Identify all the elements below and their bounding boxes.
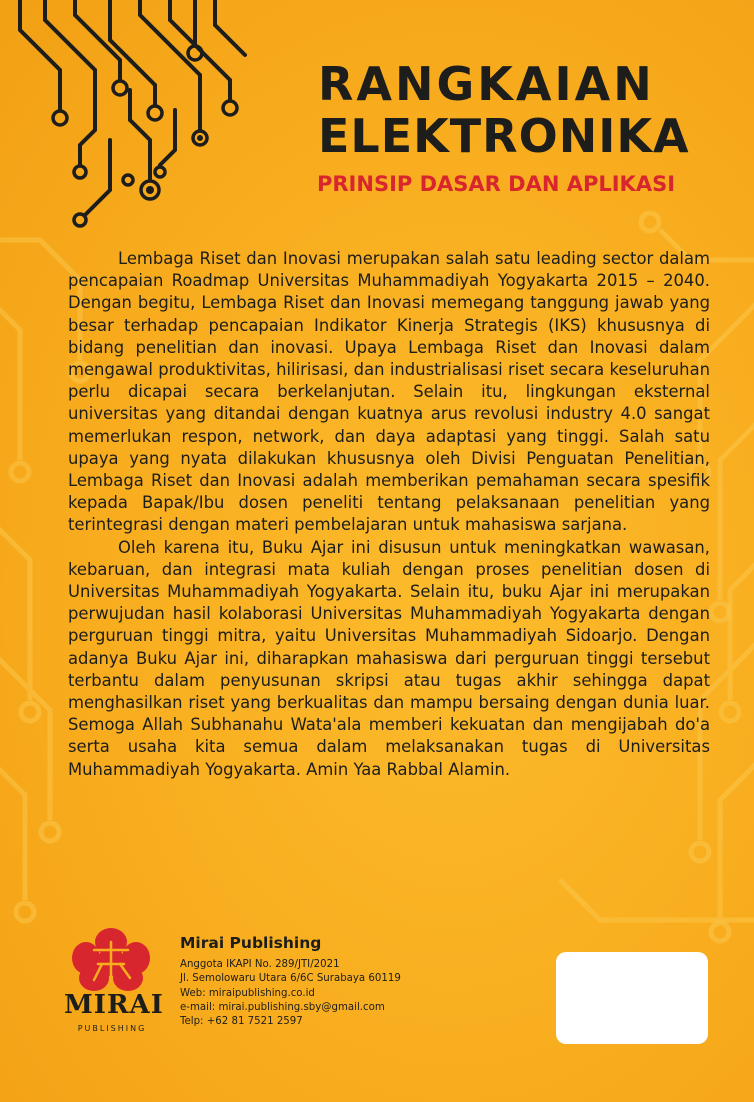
title-line-1: RANGKAIAN [318, 57, 655, 111]
mirai-flower-logo-icon [58, 920, 164, 1038]
blurb-paragraph-2: Oleh karena itu, Buku Ajar ini disusun untuk meningkatkan wawasan, kebaruan, dan integrasi mata kuliah dengan proses penelitian dosen di Universitas Muhammadiyah Yogyakarta. Selain itu, buku Ajar ini merupakan perwujudan hasil kolaborasi Universitas Muhammadiyah Yogyakarta dengan perguruan tinggi mitra, yaitu Universitas Muhammadiyah Sidoarjo. Dengan adanya Buku Ajar ini, diharapkan mahasiswa dari perguruan tinggi tersebut terbantu dalam penyusunan skripsi atau tugas akhir sehingga dapat menghasilkan riset yang berkualitas dan mampu bersaing dengan dunia luar. Semoga Allah Subhanahu Wata'ala memberi kekuatan dan mengijabah do'a serta usaha kita semua dalam melaksanakan tugas di Universitas Muhammadiyah Yogyakarta. Amin Yaa Rabbal Alamin. [68, 537, 710, 779]
logo-subtext: PUBLISHING [77, 1024, 147, 1033]
book-subtitle: PRINSIP DASAR DAN APLIKASI [317, 172, 676, 196]
publisher-info [180, 934, 500, 1029]
book-title [318, 58, 738, 162]
title-line-2: ELEKTRONIKA [318, 109, 690, 163]
publisher-phone: Telp: +62 81 7521 2597 [180, 1016, 303, 1028]
publisher-ikapi: Anggota IKAPI No. 289/JTI/2021 [180, 959, 340, 970]
back-cover-blurb [68, 248, 710, 781]
publisher-address: Jl. Semolowaru Utara 6/6C Surabaya 60119 [180, 973, 401, 985]
blurb-paragraph-1: Lembaga Riset dan Inovasi merupakan salah satu leading sector dalam pencapaian Roadmap Universitas Muhammadiyah Yogyakarta 2015 – 2040. Dengan begitu, Lembaga Riset dan Inovasi memegang tanggung jawab yang besar terhadap pencapaian Indikator Kinerja Strategis (IKS) khususnya di bidang penelitian dan inovasi. Upaya Lembaga Riset dan Inovasi dalam mengawal produktivitas, hilirisasi, dan industrialisasi riset secara keseluruhan perlu dicapai secara berkelanjutan. Selain itu, lingkungan eksternal universitas yang ditandai dengan kuatnya arus revolusi industry 4.0 sangat memerlukan respon, network, dan daya adaptasi yang tinggi. Salah satu upaya yang nyata dilakukan khususnya oleh Divisi Penguatan Penelitian, Lembaga Riset dan Inovasi adalah memberikan pemahaman secara spesifik kepada Bapak/Ibu dosen peneliti tentang pelaksanaan penelitian yang terintegrasi dengan materi pembelajaran untuk mahasiswa sarjana. [68, 249, 710, 535]
publisher-name: Mirai Publishing [180, 934, 322, 952]
circuit-lines-graphic [0, 0, 260, 240]
logo-wordmark: MIRAI [64, 990, 164, 1020]
publisher-web: Web: miraipublishing.co.id [180, 987, 315, 999]
barcode-placeholder [556, 952, 708, 1044]
publisher-email: e-mail: mirai.publishing.sby@gmail.com [180, 1001, 385, 1013]
